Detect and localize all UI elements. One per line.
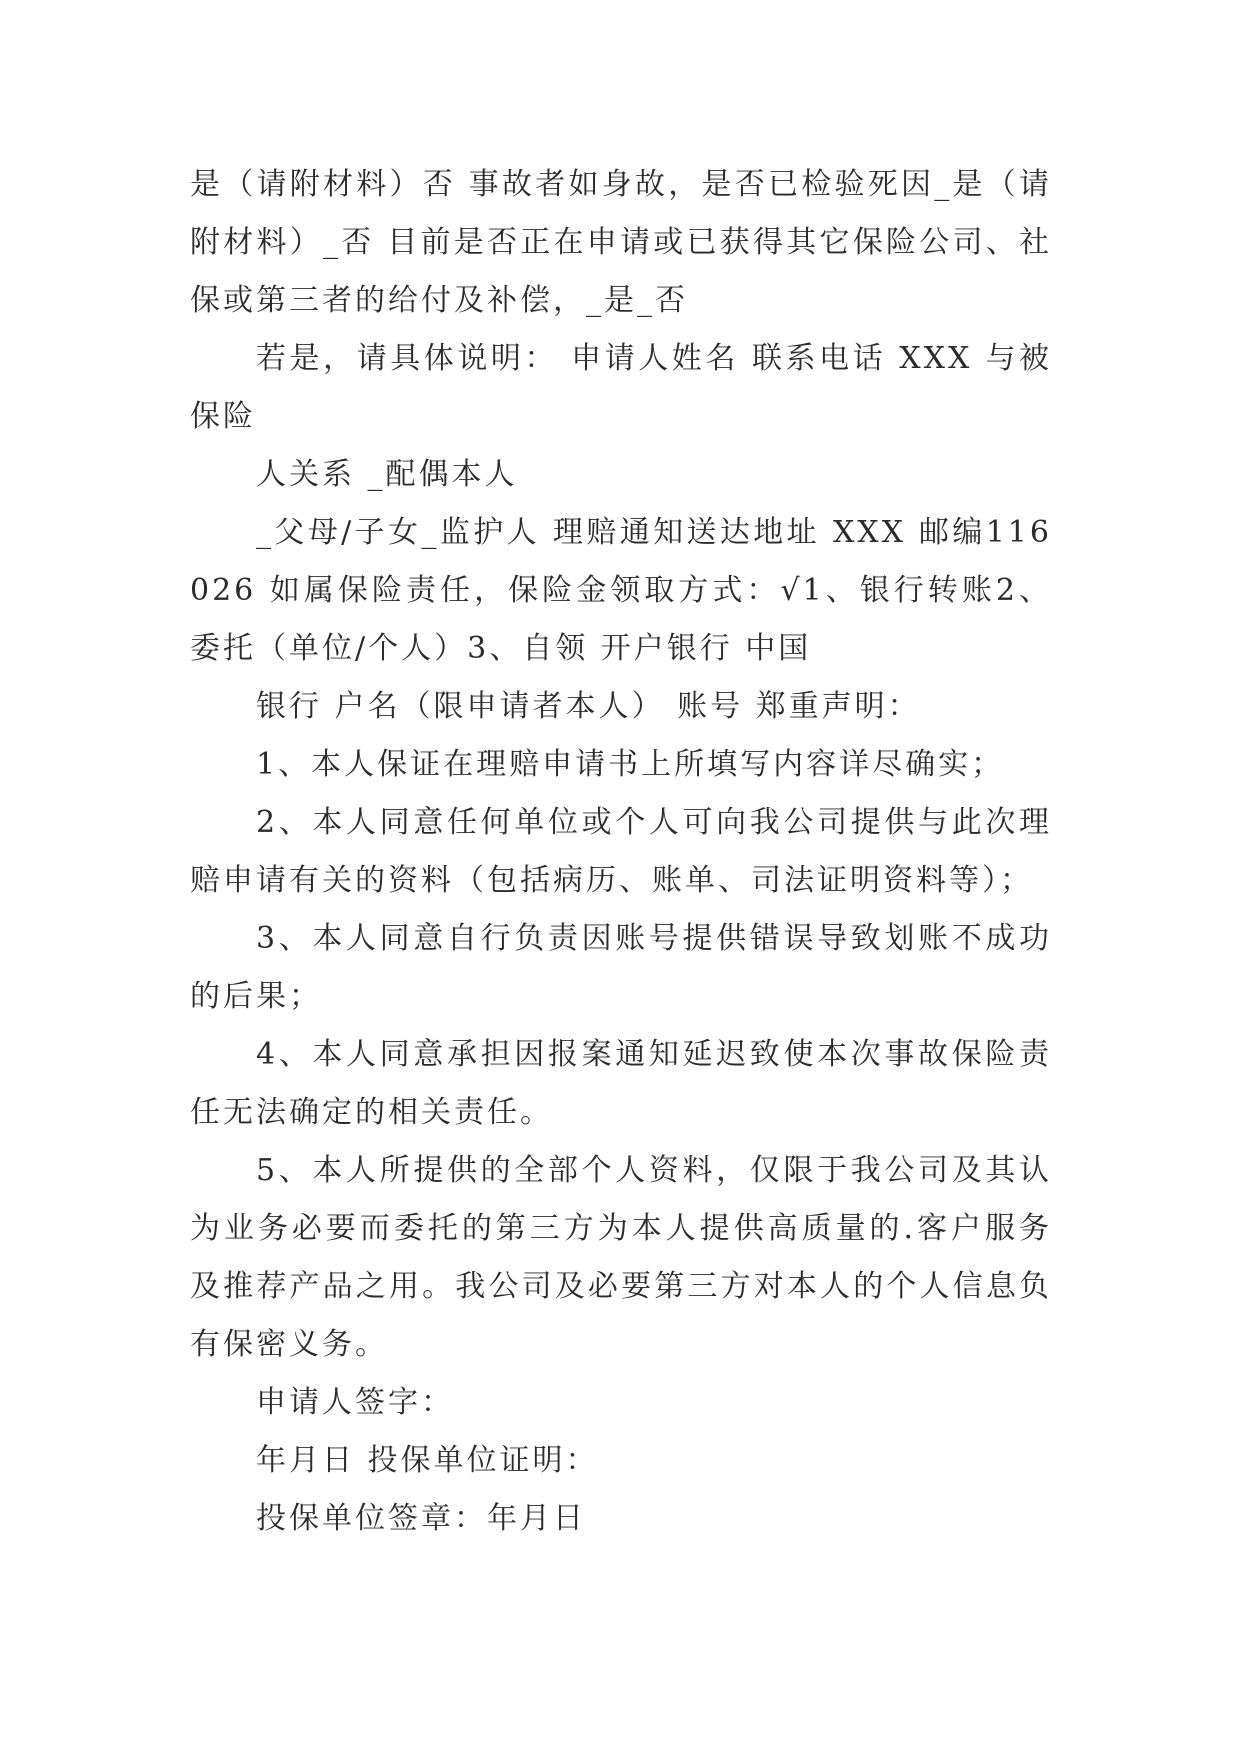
paragraph-applicant-info: 若是，请具体说明： 申请人姓名 联系电话 XXX 与被保险 (190, 341, 1052, 434)
date-and-unit-certification: 年月日 投保单位证明： (256, 1443, 599, 1478)
paragraph-relationship: 人关系 _配偶本人 (256, 457, 518, 492)
unit-seal-line: 投保单位签章：年月日 (256, 1501, 586, 1536)
paragraph-bank-account: 银行 户名（限申请者本人） 账号 郑重声明： (256, 689, 921, 724)
declaration-item-5: 5、本人所提供的全部个人资料，仅限于我公司及其认为业务必要而委托的第三方为本人提供高质量的.客户服务及推荐产品之用。我公司及必要第三方对本人的个人信息负有保密义务。 (190, 1153, 1052, 1362)
document-body (190, 156, 1052, 1548)
declaration-item-1: 1、本人保证在理赔申请书上所填写内容详尽确实； (256, 747, 1005, 782)
paragraph-payment-method: _父母/子女_监护人 理赔通知送达地址 XXX 邮编116026 如属保险责任，保险金领取方式：√1、银行转账2、委托（单位/个人）3、自领 开户银行 中国 (190, 515, 1052, 666)
declaration-item-3: 3、本人同意自行负责因账号提供错误导致划账不成功的后果； (190, 921, 1052, 1014)
declaration-item-4: 4、本人同意承担因报案通知延迟致使本次事故保险责任无法确定的相关责任。 (190, 1037, 1052, 1130)
declaration-item-2: 2、本人同意任何单位或个人可向我公司提供与此次理赔申请有关的资料（包括病历、账单、司法证明资料等）； (190, 805, 1052, 898)
paragraph-death-inquiry: 是（请附材料）否 事故者如身故，是否已检验死因_是（请附材料）_否 目前是否正在申请或已获得其它保险公司、社保或第三者的给付及补偿，_是_否 (190, 167, 1052, 318)
applicant-signature-line: 申请人签字： (256, 1385, 454, 1420)
